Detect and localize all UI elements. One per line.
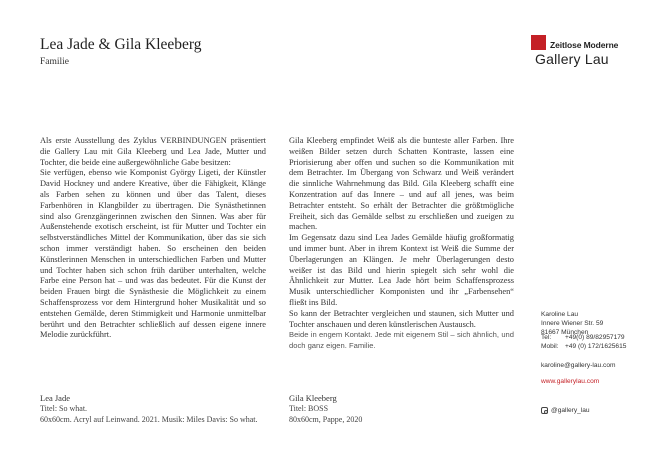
page-title: Lea Jade & Gila Kleeberg (40, 36, 202, 53)
contact-mobil[interactable] (541, 342, 626, 351)
artist-name: Lea Jade (40, 393, 70, 403)
body-paragraph: Als erste Ausstellung des Zyklus VERBINDUNGEN präsentiert die Gallery Lau mit Gila Kleeberg und Lea Jade, Mutter und Tochter, die beide eine außergewöhnliche Gabe besitzen: (40, 136, 266, 167)
artwork-caption-right (289, 393, 362, 425)
body-paragraph: Sie verfügen, ebenso wie Komponist György Ligeti, der Künstler David Hockney und andere Kreative, über die Fähigkeit, Klänge als Farben sehen zu können und über das Talent, dieses Farbenhören in Klangbilder zu übertragen. Die Synästhetinnen sind also Grenzgängerinnen zwischen den Sinnen. Was aber für Außenstehende exotisch erscheint, ist für Mutter und Tochter ein selbstverständliches Mittel der Kommunikation, über das sie sich schon immer verständigt haben. So erscheinen den beiden Künstlerinnen Menschen in unterschiedlichen Farben und Mutter und Tochter haben sich schon früh darüber unterhalten, welche Farbe eine Person hat – und was das bedeutet. Für die Kunst der beiden Frauen birgt die Synästhesie die Möglichkeit zu einem Schaffensprozess vor dem Hintergrund hoher Musikalität und so entstehen Gemälde, deren Stimmigkeit und Harmonie unmittelbar berührt und den Betrachter schließlich auf dessen eigene innere Melodie zurückführt. (40, 168, 266, 340)
contact-email-link[interactable]: karoline@gallery-lau.com (541, 362, 616, 369)
page-subtitle: Familie (40, 57, 70, 67)
body-paragraph: Gila Kleeberg empfindet Weiß als die bunteste aller Farben. Ihre weißen Bilder setzen durch Schatten Kontraste, lassen eine Priorisierung aber offen und suchen so die Kommunikation mit dem Betrachter. Im Übergang von Schwarz und Weiß verändert die sinnliche Wahrnehmung das Bild. Gila Kleeberg schafft eine Konzentration auf das Innere – und auf all jenes, was beim Betrachter entsteht. So erhält der Betrachter die größtmögliche Freiheit, sich das Gemälde selbst zu erschließen und zueigen zu machen. (289, 136, 514, 232)
artwork-details: 60x60cm. Acryl auf Leinwand. 2021. Musik: Miles Davis: So what. (40, 414, 258, 424)
artist-name: Gila Kleeberg (289, 393, 337, 403)
instagram-icon (541, 407, 548, 414)
contact-website-link[interactable]: www.gallerylau.com (541, 378, 600, 385)
body-column-right (289, 136, 514, 352)
artwork-details: 80x60cm, Pappe, 2020 (289, 414, 363, 424)
tel-number: +49(0) 89/82957179 (565, 334, 625, 341)
artwork-title: Titel: So what. (40, 403, 88, 413)
instagram-link[interactable] (541, 406, 590, 415)
artwork-title: Titel: BOSS (289, 403, 329, 413)
contact-tel[interactable] (541, 333, 626, 342)
instagram-handle: @gallery_lau (551, 407, 590, 414)
contact-name: Karoline Lau (541, 311, 579, 318)
contact-city: 81667 München (541, 329, 589, 336)
body-paragraph: Beide in engem Kontakt. Jede mit eigenem Stil – sich ähnlich, und doch ganz eigen. Familie. (289, 330, 514, 351)
logo-tagline: Zeitlose Moderne (550, 40, 619, 50)
mobil-label: Mobil: (541, 343, 559, 350)
artwork-caption-left (40, 393, 258, 425)
contact-street: Innere Wiener Str. 59 (541, 320, 604, 327)
body-paragraph: So kann der Betrachter vergleichen und staunen, sich Mutter und Tochter anschauen und deren künstlerischen Austausch. (289, 308, 514, 329)
contact-phones (541, 333, 626, 351)
logo-square (531, 35, 546, 50)
body-column-left (40, 136, 266, 341)
mobil-number: +49 (0) 172/1625615 (565, 343, 627, 350)
body-paragraph: Im Gegensatz dazu sind Lea Jades Gemälde häufig großformatig und immer bunt. Aber in ihrem Kontext ist Weiß die Summe der Überlagerungen an Klängen. Je mehr Überlagerungen desto weißer ist das Bild und hierin spiegelt sich sehr wohl die Ähnlichkeit zur Mutter. Lea Jade hört beim Schaffensprozess Musik unterschiedlicher Komponisten und ihr „Farbensehen“ fließt ins Bild. (289, 233, 514, 307)
tel-label: Tel: (541, 334, 552, 341)
logo-wordmark: Gallery Lau (535, 51, 609, 67)
